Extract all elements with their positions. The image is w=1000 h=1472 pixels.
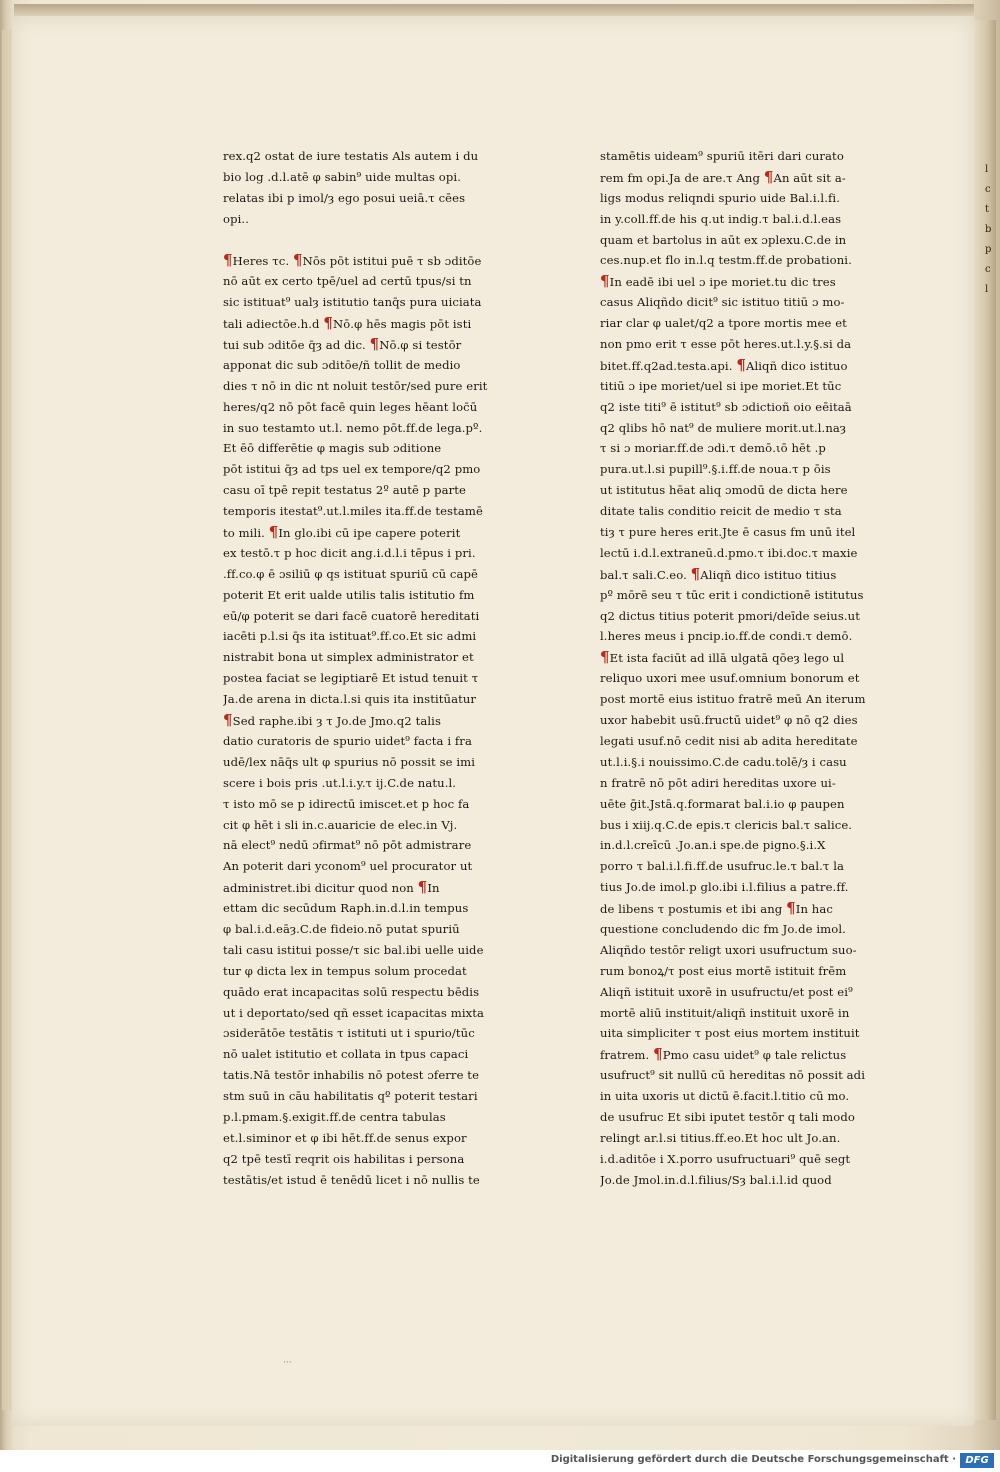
paragraph-rubric: ¶: [223, 251, 233, 270]
text-line: lectū i.d.l.extraneū.d.pmo.τ ibi.doc.τ maxie: [600, 545, 858, 560]
text-line: Aliqñdo testōr religt uxori usufructum suo-: [600, 942, 857, 957]
text-line: tali adiectōe.h.d ¶Nō.φ hēs magis pōt isti: [223, 314, 472, 333]
text-line: scere i bois pris .ut.l.i.y.τ ij.C.de natu.l.: [223, 775, 457, 790]
text-line: ut.l.i.§.i nouissimo.C.de cadu.tolē/ȝ i casu: [600, 754, 847, 769]
text-line: tiȝ τ pure heres erit.Jte ē casus fm unū itel: [600, 525, 856, 540]
text-line: datio curatoris de spurio uidet⁹ facta i fra: [223, 733, 472, 748]
paragraph-rubric: ¶: [600, 272, 610, 291]
text-line: quādo erat incapacitas solū respectu bēdis: [223, 984, 480, 999]
text-line: tatis.Nā testōr inhabilis nō potest ɔferre te: [223, 1068, 480, 1083]
text-line: ¶In eadē ibi uel ɔ ipe moriet.tu dic tres: [600, 272, 836, 291]
text-line: relingt ar.l.si titius.ff.eo.Et hoc ult Jo.an.: [600, 1130, 841, 1145]
text-line: Et ēō differētie φ magis sub ɔditione: [223, 441, 442, 456]
text-line: testātis/et istud ē tenēdū licet i nō nullis te: [223, 1172, 480, 1187]
text-line: i.d.aditōe i X.porro usufructuari⁹ quē segt: [600, 1151, 851, 1166]
text-line: postea faciat se legiptiarē Et istud tenuit τ: [223, 671, 479, 686]
text-line: casu oī tpē repit testatus 2º autē p parte: [223, 483, 466, 498]
text-line: uēte ḡit.Jstā.q.formarat bal.i.io φ paupen: [600, 796, 845, 811]
paragraph-rubric: ¶: [690, 564, 701, 583]
text-line: tius Jo.de imol.p glo.ibi i.l.filius a patre.ff.: [600, 880, 849, 895]
text-line: in y.coll.ff.de his q.ut indig.τ bal.i.d.l.eas: [600, 211, 842, 226]
text-line: legati usuf.nō cedit nisi ab adita hereditate: [600, 733, 858, 748]
text-line: ¶Et ista faciūt ad illā ulgatā qōeȝ lego ul: [600, 648, 845, 667]
text-line: rem fm opi.Ja de are.τ Ang ¶An aūt sit a-: [600, 167, 846, 186]
text-line: Ja.de arena in dicta.l.si quis ita institūatur: [223, 692, 477, 707]
text-line: ¶Heres τc. ¶Nōs pōt istitui puē τ sb ɔditōe: [223, 251, 482, 270]
text-line: in uita uxoris ut dictū ē.facit.l.titio cū mo.: [600, 1089, 850, 1104]
text-line: tur φ dicta lex in tempus solum procedat: [223, 963, 467, 978]
text-line: q2 tpē testī reqrit ois habilitas i persona: [223, 1151, 465, 1166]
text-line: ut i deportato/sed qñ esset icapacitas mixta: [223, 1005, 485, 1020]
text-line: dies τ nō in dic nt noluit testōr/sed pure erit: [223, 378, 488, 393]
text-line: usufruct⁹ sit nullū cū hereditas nō possit adi: [600, 1068, 866, 1083]
text-line: bal.τ sali.C.eo. ¶Aliqñ dico istituo titius: [600, 564, 837, 583]
text-line: ɔsiderātōe testātis τ istituti ut i spurio/tūc: [223, 1026, 475, 1041]
paragraph-rubric: ¶: [763, 167, 774, 186]
paragraph-rubric: ¶: [417, 878, 428, 897]
text-line: in.d.l.creīcū .Jo.an.i spe.de pigno.§.i.X: [600, 838, 826, 853]
text-line: uita simpliciter τ post eius mortem instituit: [600, 1026, 860, 1041]
marginal-letter: l: [985, 284, 989, 295]
text-line: eū/φ poterit se dari facē cuatorē hereditati: [223, 608, 480, 623]
paragraph-rubric: ¶: [736, 355, 746, 374]
text-line: de usufruc Et sibi iputet testōr q tali modo: [600, 1109, 855, 1124]
text-line: ditate talis conditio reicit de medio τ sta: [600, 504, 842, 519]
text-line: bitet.ff.q2ad.testa.api. ¶Aliqñ dico istituo: [600, 355, 848, 374]
text-line: rex.q2 ostat de iure testatis Als autem i du: [223, 149, 479, 163]
paragraph-rubric: ¶: [292, 251, 303, 270]
text-line: casus Aliqñdo dicit⁹ sic istituo titiū ɔ mo-: [600, 295, 845, 310]
text-line: nō ualet istitutio et collata in tpus capaci: [223, 1047, 469, 1062]
text-line: stm suū in cāu habilitatis qº poterit testari: [223, 1089, 478, 1104]
text-line: τ isto mō se p idirectū imiscet.et p hoc fa: [223, 796, 470, 811]
marginal-letter: l: [985, 164, 989, 175]
digitization-footer: [0, 1450, 1000, 1472]
text-line: mortē aliū instituit/aliqñ instituit uxorē in: [600, 1005, 850, 1020]
marginal-letter: p: [985, 244, 992, 255]
text-line: n fratrē nō pōt adiri hereditas uxore ui-: [600, 775, 836, 790]
text-line: ces.nup.et flo in.l.q testm.ff.de probationi.: [600, 253, 852, 268]
text-line: cit φ hēt i sli in.c.auaricie de elec.in Vj.: [223, 817, 458, 832]
text-line: nō aūt ex certo tpē/uel ad certū tpus/si tn: [223, 274, 472, 289]
text-line: administret.ibi dicitur quod non ¶In: [223, 878, 440, 897]
paragraph-rubric: ¶: [600, 648, 610, 667]
text-line: bio log .d.l.atē φ sabin⁹ uide multas opi.: [223, 169, 461, 184]
text-line: q2 iste titi⁹ ē istitut⁹ sb ɔdictioñ oio eēitaā: [600, 399, 852, 414]
page-mark: ···: [283, 1358, 292, 1368]
footer-credit-text: Digitalisierung gefördert durch die Deutsche Forschungsgemeinschaft ·: [550, 1454, 956, 1465]
text-line: reliquo uxori mee usuf.omnium bonorum et: [600, 671, 860, 686]
text-line: q2 qlibs hō nat⁹ de muliere morit.ut.l.naȝ: [600, 420, 847, 435]
text-line: p.l.pmam.§.exigit.ff.de centra tabulas: [223, 1109, 446, 1124]
text-line: q2 dictus titius poterit pmori/deīde seius.ut: [600, 608, 860, 623]
text-line: riar clar φ ualet/q2 a tpore mortis mee et: [600, 316, 847, 331]
text-line: non pmo erit τ esse pōt heres.ut.l.y.§.si da: [600, 337, 852, 352]
text-line: titiū ɔ ipe moriet/uel si ipe moriet.Et tūc: [600, 378, 842, 393]
paragraph-rubric: ¶: [323, 314, 333, 333]
paragraph-gap: [223, 230, 498, 251]
text-line: nā elect⁹ nedū ɔfirmat⁹ nō pōt admistrare: [223, 838, 472, 853]
left-text-column: [223, 146, 498, 1191]
text-line: An poterit dari yconom⁹ uel procurator ut: [223, 859, 473, 874]
dfg-logo: DFG: [960, 1453, 994, 1468]
text-line: ettam dic secūdum Raph.in.d.l.in tempus: [223, 901, 469, 916]
right-text-column: [600, 146, 885, 1191]
text-line: pura.ut.l.si pupill⁹.§.i.ff.de noua.τ p ōis: [600, 462, 831, 477]
text-line: uxor habebit usū.fructū uidet⁹ φ nō q2 dies: [600, 713, 858, 728]
text-line: udē/lex nāq̄s ult φ spurius nō possit se imi: [223, 754, 476, 769]
text-line: post mortē eius istituo fratrē meū An iterum: [600, 692, 866, 707]
paragraph-rubric: ¶: [268, 523, 279, 542]
text-line: pōt istitui q̄ȝ ad tps uel ex tempore/q2 pmo: [223, 462, 481, 477]
text-line: et.l.siminor et φ ibi hēt.ff.de senus expor: [223, 1130, 467, 1145]
text-line: φ bal.i.d.eāȝ.C.de fideio.nō putat spuriū: [223, 921, 460, 936]
text-line: questione concludendo dic fm Jo.de imol.: [600, 921, 846, 936]
text-line: iacēti p.l.si q̄s ita istituat⁹.ff.co.Et sic admi: [223, 629, 477, 644]
text-line: sic istituat⁹ ualȝ istitutio tanq̄s pura uiciata: [223, 295, 482, 310]
text-line: temporis itestat⁹.ut.l.miles ita.ff.de testamē: [223, 504, 483, 519]
text-line: tui sub ɔditōe q̄ȝ ad dic. ¶Nō.φ si testōr: [223, 335, 462, 354]
text-line: Jo.de Jmol.in.d.l.filius/Sȝ bal.i.l.id quod: [600, 1172, 832, 1187]
text-line: τ si ɔ moriar.ff.de ɔdi.τ demō.ιō hēt .p: [600, 441, 826, 456]
marginal-letter: c: [985, 264, 991, 275]
marginal-letter: c: [985, 184, 991, 195]
marginal-letter: b: [985, 224, 992, 235]
text-line: to mili. ¶In glo.ibi cū ipe capere poterit: [223, 523, 461, 542]
paragraph-rubric: ¶: [786, 899, 796, 918]
text-line: in suo testamto ut.l. nemo pōt.ff.de lega.pº.: [223, 420, 483, 435]
text-line: pº mōrē seu τ tūc erit i condictionē istitutus: [600, 587, 864, 602]
text-line: ligs modus reliqndi spurio uide Bal.i.l.fi.: [600, 190, 840, 205]
text-line: bus i xiij.q.C.de epis.τ clericis bal.τ salice.: [600, 817, 853, 832]
text-line: fratrem. ¶Pmo casu uidet⁹ φ tale relictus: [600, 1045, 847, 1064]
text-line: quam et bartolus in aūt ex ɔplexu.C.de in: [600, 232, 847, 247]
paragraph-rubric: ¶: [369, 335, 380, 354]
text-line: nistrabit bona ut simplex administrator et: [223, 650, 474, 665]
text-line: heres/q2 nō pōt facē quin leges hēant loc̄ū: [223, 399, 478, 414]
text-line: Aliqñ istituit uxorē in usufructu/et post ei⁹: [600, 984, 853, 999]
next-page-marginal-text: [985, 160, 999, 300]
text-line: relatas ibi p imol/ȝ ego posui ueiā.τ cēes: [223, 190, 466, 205]
text-line: l.heres meus i pncip.io.ff.de condi.τ demō.: [600, 629, 853, 644]
text-line: opi..: [223, 211, 249, 226]
text-line: de libens τ postumis et ibi ang ¶In hac: [600, 899, 833, 918]
paragraph-rubric: ¶: [223, 711, 233, 730]
text-line: ut istitutus hēat aliq ɔmodū de dicta here: [600, 483, 848, 498]
text-line: rum bonoꝝ/τ post eius mortē istituit frēm: [600, 963, 847, 978]
text-line: ex testō.τ p hoc dicit ang.i.d.l.i tēpus i pri.: [223, 545, 476, 560]
text-line: poterit Et erit ualde utilis talis istitutio fm: [223, 587, 475, 602]
text-line: stamētis uideam⁹ spuriū itēri dari curato: [600, 149, 844, 163]
text-line: porro τ bal.i.l.fi.ff.de usufruc.le.τ bal.τ la: [600, 859, 845, 874]
text-line: ¶Sed raphe.ibi ȝ τ Jo.de Jmo.q2 talis: [223, 711, 442, 730]
text-line: .ff.co.φ ē ɔsiliū φ qs istituat spuriū cū capē: [223, 566, 479, 581]
text-line: tali casu istitui posse/τ sic bal.ibi uelle uide: [223, 942, 484, 957]
text-line: apponat dic sub ɔditōe/ñ tollit de medio: [223, 357, 461, 372]
marginal-letter: t: [985, 204, 990, 215]
paragraph-rubric: ¶: [653, 1045, 663, 1064]
